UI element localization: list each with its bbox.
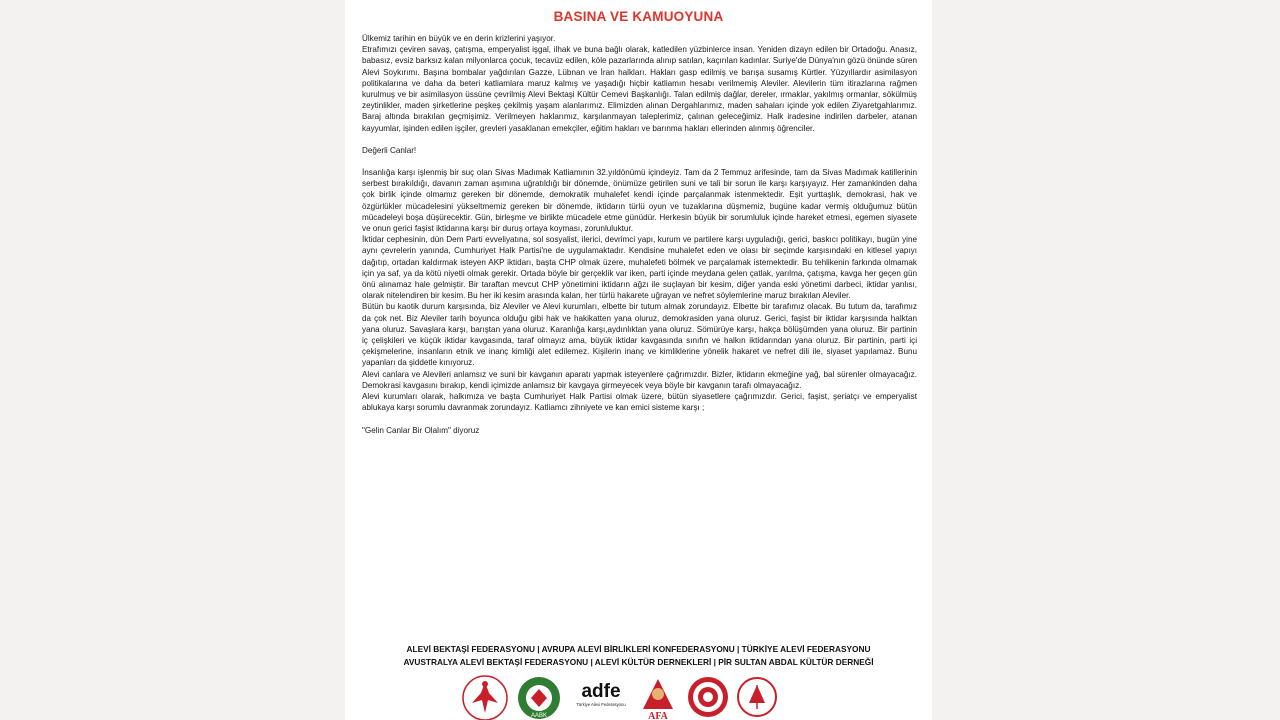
- statement-body: [362, 33, 917, 436]
- logo-text: AFA: [648, 711, 668, 720]
- federations-line: AVUSTRALYA ALEVİ BEKTAŞİ FEDERASYONU | ALEVİ KÜLTÜR DERNEKLERİ | PİR SULTAN ABDAL KÜLTÜR DERNEĞİ: [403, 657, 874, 667]
- paragraph: Bütün bu kaotik durum karşısında, biz Aleviler ve Alevi kurumları, elbette bir tutum almak zorundayız. Elbette bir tarafımız olacak. Bu tutum da, tarafımız da çok net. Biz Aleviler tarih boyunca olduğu gibi hak ve hakikatten yana oluruz, demokrasiden yana oluruz. Gerici, faşist bir iktidar karşısında halktan yana oluruz. Savaşlara karşı, barıştan yana oluruz. Karanlığa karşı,aydınlıktan yana oluruz. Sömürüye karşı, hakça bölüşümden yana oluruz. Bir partinin iç çelişkileri ve küçük iktidar kavgasında, taraf olmayız ama, büyük iktidar kavgasında sınıfın ve halkın iktidarından yana oluruz. Bir partinin, parti içi çekişmelerine, insanların etnik ve inanç kimliği alet edilemez. Kişilerin inanç ve kimliklerine yönelik hakaret ve nefret dili ile, siyaset yapılamaz. Bunu yapanları da şiddetle kınıyoruz.: [362, 302, 917, 368]
- page-title: BASINA VE KAMUOYUNA: [553, 9, 724, 24]
- logo-text: adfe: [581, 681, 621, 702]
- paragraph: Alevi kurumları olarak, halkımıza ve başta Cumhuriyet Halk Partisi olmak üzere, bütün siyasetlere çağrımızdır. Gerici, faşist, şeriatçı ve emperyalist ablukaya karşı sorumlu davranmak zorundayız. Katliamcı zihniyete ve kan emici sisteme karşı ;: [362, 392, 917, 413]
- aabk-gear-logo-icon: [515, 673, 563, 720]
- paragraph-gap: [362, 134, 917, 145]
- logo-text: AABK: [530, 713, 548, 719]
- paragraph: Etrafımızı çeviren savaş, çatışma, emperyalist işgal, ilhak ve buna bağlı olarak, katledilen yüzbinlerce insan. Yeniden dizayn edilen bir Ortadoğu. Anasız, babasız, evsiz barksız kalan milyonlarca çocuk, tecavüz edilen, köle pazarlarında alınıp satılan, kaçırılan kadınlar. Suriye'de Dünya'nın gözü önünde süren Alevi Soykırımı. Başına bombalar yağdırılan Gazze, Lübnan ve İran halkları. Hakları gasp edilmiş ve barışa susamış Kürtler. Yüzyıllardır asimilasyon politikalarına ve daha da beteri katliamlara maruz kalmış ve yaşadığı hiçbir katliamın hesabı verilmemiş Aleviler. Alevilerin tüm itirazlarına rağmen kurulmuş ve bir asimilasyon üssüne çevrilmiş Alevi Bektaşi Kültür Cemevi Başkanlığı. Talan edilmiş dağlar, dereler, ırmaklar, yakılmış ormanlar, sökülmüş zeytinlikler, maden şirketlerine peşkeş çekilmiş yaşam alanlarımız. Elimizden alınan Dergahlarımız, maden sahaları içinde yok edilen Ziyaretgahlarımız. Baraj altında bırakılan geçmişimiz. Verilmeyen haklarımız, karşılanmayan taleplerimiz, çalınan geleceğimiz. Halk iradesine indirilen darbeler, atanan kayyumlar, işinden edilen işçiler, grevleri yasaklanan emekçiler, eğitim hakları ve barınma hakları ellerinden alınmış öğrenciler.: [362, 45, 917, 133]
- closing-line: "Gelin Canlar Bir Olalım" diyoruz: [362, 425, 480, 435]
- salutation: Değerli Canlar!: [362, 145, 417, 155]
- paragraph-gap: [362, 414, 917, 425]
- press-release-page: [345, 0, 932, 720]
- logo-strip: [460, 673, 770, 720]
- paragraph: İktidar cephesinin, dün Dem Parti evveliyatına, sol sosyalist, ilerici, devrimci yapı, kurum ve partilere karşı uyguladığı, gerici, baskıcı politikayı, bugün yine aynı çevrelerin yanında, Cumhuriyet Halk Partisi'ne de uygulamaktadır. Kendisine muhalefet eden ve olası bir seçimde karşısındaki en kitlesel yapıyı dağıtıp, ortadan kaldırmak isteyen AKP iktidarı, başta CHP olmak üzere, muhalefeti bölmek ve parçalamak istemektedir. Bu tehlikenin farkında olmamak için ya saf, ya da kötü niyetli olmak gerekir. Ortada böyle bir gerçeklik var iken, parti içinde meydana gelen çatlak, yarılma, çatışma, kavga her geçen gün önü alınamaz hale gelmiştir. Bir taraftan mevcut CHP yönetimini iktidarın ağzı ile suçlayan bir kesim, diğer yanda eski yönetimi darbeci, iktidar yanlısı, olarak nitelendiren bir kesim. Bu her iki kesim arasında kalan, her türlü hakarete uğrayan ve nefret söylemlerine maruz bırakılan Aleviler.: [362, 235, 917, 301]
- abf-dervish-logo-icon: [460, 673, 510, 720]
- paragraph: Alevi canlara ve Alevileri anlamsız ve suni bir kavganın aparatı yapmak isteyenlere çağrımızdır. Bizler, iktidarın ekmeğine yağ, bal sürenler olmayacağız. Demokrasi kavgasını bırakıp, kendi içimizde anlamsız bir kavgaya girmeyecek veya böyle bir kavganın tarafı olmayacağız.: [362, 369, 917, 390]
- adfe-logo-icon: [570, 673, 632, 720]
- afa-logo-icon: [635, 673, 681, 720]
- federations-line: ALEVİ BEKTAŞİ FEDERASYONU | AVRUPA ALEVİ BİRLİKLERİ KONFEDERASYONU | TÜRKİYE ALEVİ FEDERASYONU: [406, 644, 871, 654]
- paragraph: İnsanlığa karşı işlenmiş bir suç olan Sivas Madımak Katliamının 32.yıldönümü içindeyiz. Tam da 2 Temmuz arifesinde, tam da Sivas Madımak katillerinin serbest bırakıldığı, davanın zaman aşımına uğratıldığı bir dönemde, önümüze getirilen suni ve tali bir sorun ile karşı karşıyayız. Her zamankinden daha çok birlik içinde olmamız gereken bir dönemde, demokratik muhalefet kendi içinde parçalanmak istenmektedir. Eşit yurttaşlık, demokrasi, hak ve özgürlükler mücadelesini yükseltmemiz gereken bir dönemde, iktidarın türlü oyun ve tuzaklarına düşmemiz, bugüne kadar vermiş olduğumuz bütün mücadeleyi boşa düşürecektir. Gün, birleşme ve birlikte mücadele etme günüdür. Herkesin büyük bir sorumluluk içinde hareket etmesi, egemen siyasete ve onun gerici faşist iktidarına karşı bir duruş ortaya koyması, zorunluluktur.: [362, 168, 917, 234]
- akd-seal-logo-icon: [685, 673, 731, 720]
- paragraph: Ülkemiz tarihin en büyük ve en derin krizlerini yaşıyor.: [362, 34, 556, 43]
- logo-subtitle: Türkiye Alevi Federasyonu: [576, 702, 626, 707]
- psakd-seal-logo-icon: [735, 673, 779, 720]
- paragraph-gap: [362, 156, 917, 167]
- federations-list: [345, 643, 932, 669]
